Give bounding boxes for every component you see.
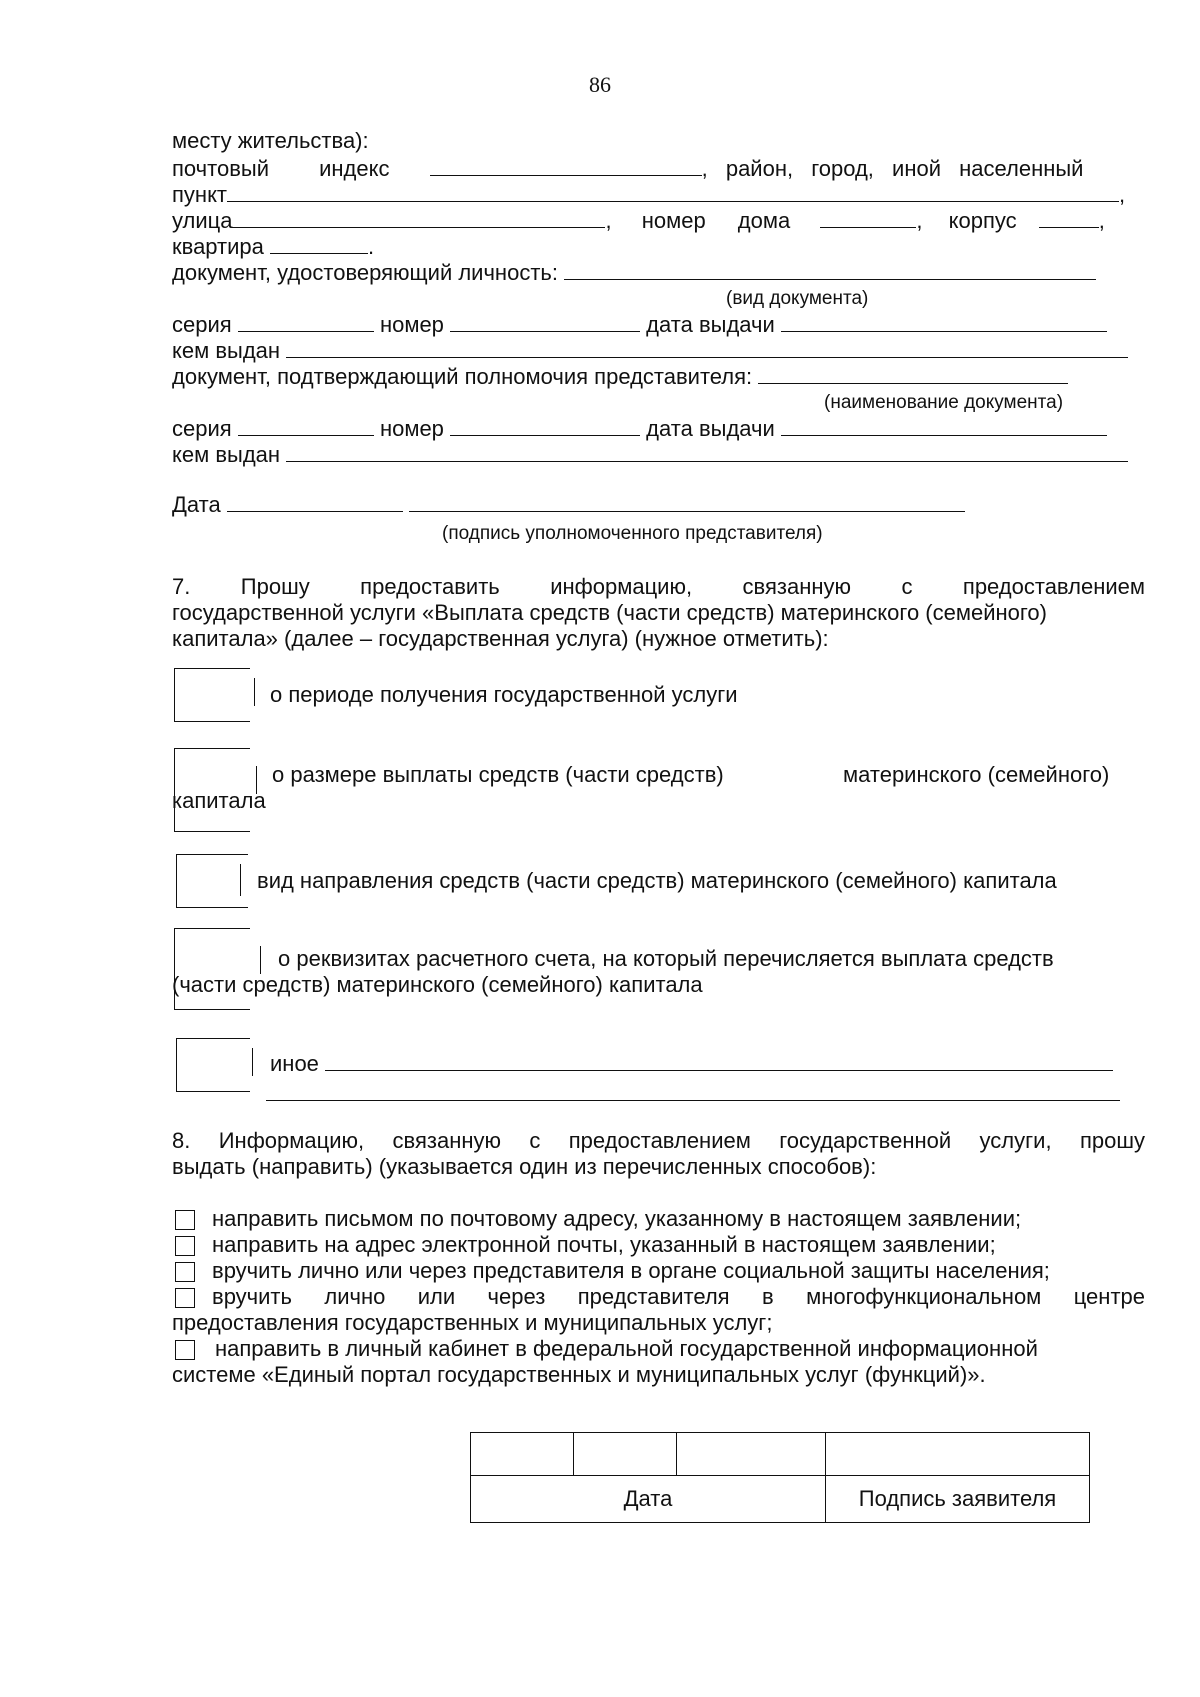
signature-cell[interactable]: [826, 1433, 1090, 1476]
delivery-portal-line1: направить в личный кабинет в федеральной государственной информационной: [215, 1336, 1038, 1361]
number-label: номер: [379, 416, 444, 441]
option-other-field[interactable]: [325, 1050, 1113, 1071]
option-amount-line2: капитала: [172, 788, 266, 813]
checkbox-portal[interactable]: [175, 1340, 195, 1360]
delivery-social-office-label: вручить лично или через представителя в органе социальной защиты населения;: [212, 1258, 1050, 1283]
authority-document-field[interactable]: [758, 363, 1068, 384]
option-amount-line1a: о размере выплаты средств (части средств): [272, 762, 724, 787]
option-requisites-line2: (части средств) материнского (семейного) капитала: [172, 972, 703, 997]
option-requisites-line1: о реквизитах расчетного счета, на который перечисляется выплата средств: [278, 946, 1054, 971]
checkbox-post[interactable]: [175, 1210, 195, 1230]
issue-date-label: дата выдачи: [646, 416, 775, 441]
section7-line1: 7. Прошу предоставить информацию, связанную с предоставлением: [172, 574, 1145, 599]
delivery-mfc-line2: предоставления государственных и муниципальных услуг;: [172, 1310, 773, 1335]
delivery-email-label: направить на адрес электронной почты, указанный в настоящем заявлении;: [212, 1232, 996, 1257]
issued-by-line-1: [172, 337, 1128, 364]
punkt-label: пункт: [172, 182, 228, 207]
authority-document-label: документ, подтверждающий полномочия представителя:: [172, 364, 753, 389]
section7-line3: капитала» (далее – государственная услуга) (нужное отметить):: [172, 626, 829, 651]
signature-caption: (подпись уполномоченного представителя): [442, 523, 823, 544]
option-direction-label: вид направления средств (части средств) материнского (семейного) капитала: [257, 868, 1057, 893]
korpus-label: корпус: [948, 208, 1017, 233]
option-period-label: о периоде получения государственной услуги: [270, 682, 738, 707]
signature-caption-cell: Подпись заявителя: [826, 1476, 1090, 1523]
postal-tail-label: , район, город, иной населенный: [701, 156, 1084, 181]
series-label: серия: [172, 416, 232, 441]
street-label: улица: [172, 208, 233, 233]
doc-name-caption: (наименование документа): [824, 392, 1064, 413]
issued-by-field[interactable]: [286, 441, 1128, 462]
issued-by-field[interactable]: [286, 337, 1128, 358]
signature-table: [470, 1432, 1090, 1523]
id-document-line: [172, 259, 1096, 286]
house-number-field[interactable]: [820, 207, 916, 228]
series-field[interactable]: [238, 311, 374, 332]
date-signature-line: [172, 491, 965, 518]
punkt-field[interactable]: [227, 181, 1119, 202]
issue-date-field[interactable]: [781, 415, 1107, 436]
number-field[interactable]: [450, 415, 640, 436]
postal-index-label: почтовый индекс: [172, 156, 390, 181]
option-other-label: иное: [270, 1051, 319, 1076]
page-number: 86: [589, 72, 611, 97]
korpus-field[interactable]: [1039, 207, 1099, 228]
delivery-mfc-line1: вручить лично или через представителя в многофункциональном центре: [212, 1284, 1145, 1309]
issued-by-label: кем выдан: [172, 442, 281, 467]
delivery-portal-line2: системе «Единый портал государственных и муниципальных услуг (функций)».: [172, 1362, 986, 1387]
number-field[interactable]: [450, 311, 640, 332]
postal-index-field[interactable]: [430, 155, 702, 176]
street-line: улица , номер дома , корпус ,: [172, 208, 1105, 233]
authority-document-line: [172, 363, 1068, 390]
section8-line2: выдать (направить) (указывается один из перечисленных способов):: [172, 1154, 877, 1179]
house-number-label: номер дома: [641, 208, 791, 233]
number-label: номер: [379, 312, 444, 337]
date-day-cell[interactable]: [471, 1433, 574, 1476]
issue-date-label: дата выдачи: [646, 312, 775, 337]
issued-by-label: кем выдан: [172, 338, 281, 363]
apartment-line: квартира .: [172, 234, 375, 259]
date-field[interactable]: [227, 491, 403, 512]
issued-by-line-2: [172, 441, 1128, 468]
punkt-line: пункт ,: [172, 182, 1126, 207]
date-label: Дата: [172, 492, 221, 517]
option-other-line: [270, 1050, 1113, 1077]
date-year-cell[interactable]: [677, 1433, 826, 1476]
checkbox-mfc[interactable]: [175, 1288, 195, 1308]
checkbox-social-office[interactable]: [175, 1262, 195, 1282]
section7-line2: государственной услуги «Выплата средств (части средств) материнского (семейного): [172, 600, 1047, 625]
date-month-cell[interactable]: [574, 1433, 677, 1476]
delivery-post-label: направить письмом по почтовому адресу, указанному в настоящем заявлении;: [212, 1206, 1022, 1231]
date-caption-cell: Дата: [471, 1476, 826, 1523]
series-line-1: [172, 311, 1107, 338]
street-field[interactable]: [232, 207, 605, 228]
section8-line1: 8. Информацию, связанную с предоставлением государственной услуги, прошу: [172, 1128, 1145, 1153]
option-other-field-2[interactable]: [266, 1100, 1120, 1101]
checkbox-email[interactable]: [175, 1236, 195, 1256]
series-field[interactable]: [238, 415, 374, 436]
residence-line: месту жительства):: [172, 128, 369, 153]
doc-type-caption: (вид документа): [726, 288, 869, 309]
option-amount-line1b: материнского (семейного): [843, 762, 1110, 787]
apartment-field[interactable]: [270, 233, 368, 254]
series-label: серия: [172, 312, 232, 337]
series-line-2: [172, 415, 1107, 442]
issue-date-field[interactable]: [781, 311, 1107, 332]
postal-line: [172, 155, 1145, 182]
id-document-field[interactable]: [564, 259, 1096, 280]
id-document-label: документ, удостоверяющий личность:: [172, 260, 558, 285]
apartment-label: квартира: [172, 234, 264, 259]
representative-signature-field[interactable]: [409, 491, 965, 512]
